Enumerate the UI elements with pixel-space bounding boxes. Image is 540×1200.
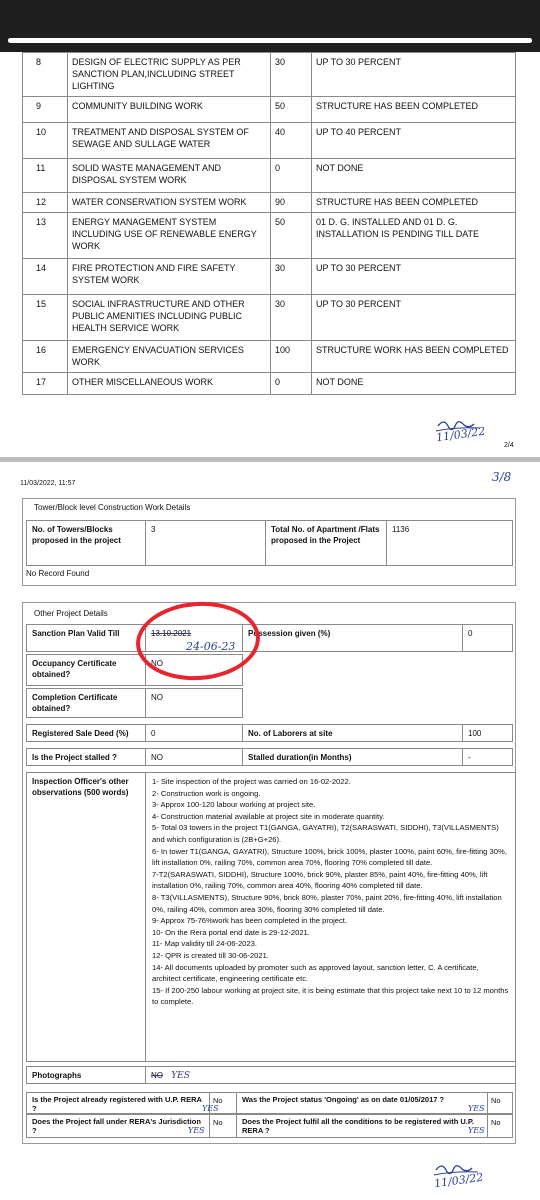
stalled-duration-value: - bbox=[462, 748, 513, 766]
fulfil-value: No bbox=[487, 1114, 513, 1138]
inspection-label: Inspection Officer's other observations (500 words) bbox=[26, 772, 146, 1062]
observation-item: 15- If 200-250 labour working at project site, it is being estimate that this project take next 10 to 12 months to complete. bbox=[152, 985, 509, 1007]
work-status: UP TO 30 PERCENT bbox=[312, 53, 516, 97]
row-number: 11 bbox=[23, 159, 68, 193]
sanction-value: 13.10.2021 bbox=[151, 629, 192, 638]
ongoing-label: Was the Project status 'Ongoing' as on date 01/05/2017 ? bbox=[236, 1092, 488, 1114]
work-status: UP TO 30 PERCENT bbox=[312, 259, 516, 295]
row-number: 10 bbox=[23, 123, 68, 159]
work-percent: 40 bbox=[271, 123, 312, 159]
work-item: COMMUNITY BUILDING WORK bbox=[68, 97, 271, 123]
observation-item: 4- Construction material available at project site in moderate quantity. bbox=[152, 811, 385, 821]
work-item: SOLID WASTE MANAGEMENT AND DISPOSAL SYSTEM WORK bbox=[68, 159, 271, 193]
laborers-value: 100 bbox=[462, 724, 513, 742]
observation-item: 1- Site inspection of the project was carried on 16-02-2022. bbox=[152, 777, 351, 786]
occupancy-label: Occupancy Certificate obtained? bbox=[26, 654, 146, 686]
observation-item: 5- Total 03 towers in the project T1(GANGA, GAYATRI), T2(SARASWATI, SIDDHI), T3(VILLASMENTS) and which configuration is (2B+G+26). bbox=[152, 823, 499, 844]
observation-item: 7-T2(SARASWATI, SIDDHI), Structure 100%, brick 90%, plaster 85%, paint 40%, fire-fitting 40%, lift installation 0%, railing 70%, common area 40%, flooring 40% completed till date. bbox=[152, 869, 488, 891]
flats-label: Total No. of Apartment /Flats proposed in the Project bbox=[265, 520, 387, 566]
occupancy-value: NO bbox=[145, 654, 243, 686]
table-row bbox=[23, 373, 516, 395]
work-status: NOT DONE bbox=[312, 159, 516, 193]
fulfil-handwritten: YES bbox=[468, 1126, 485, 1135]
observation-item: 10- On the Rera portal end date is 29-12-2021. bbox=[152, 927, 310, 937]
completion-value: NO bbox=[145, 688, 243, 718]
jurisdiction-value: No bbox=[209, 1114, 237, 1138]
photographs-value: NO bbox=[151, 1071, 163, 1080]
table-row bbox=[23, 341, 516, 373]
work-item: OTHER MISCELLANEOUS WORK bbox=[68, 373, 271, 395]
work-item: ENERGY MANAGEMENT SYSTEM INCLUDING USE OF RENEWABLE ENERGY WORK bbox=[68, 213, 271, 259]
row-number: 8 bbox=[23, 53, 68, 97]
stalled-value: NO bbox=[145, 748, 243, 766]
row-number: 14 bbox=[23, 259, 68, 295]
sale-deed-label: Registered Sale Deed (%) bbox=[26, 724, 146, 742]
work-item: DESIGN OF ELECTRIC SUPPLY AS PER SANCTION PLAN,INCLUDING STREET LIGHTING bbox=[68, 53, 271, 97]
fulfil-label: Does the Project fulfil all the conditions to be registered with U.P. RERA ? bbox=[236, 1114, 488, 1138]
work-status: STRUCTURE HAS BEEN COMPLETED bbox=[312, 193, 516, 213]
table-row bbox=[23, 213, 516, 259]
observation-item: 8- T3(VILLASMENTS), Structure 90%, brick 80%, plaster 70%, paint 20%, fire-fitting 40%, lift installation 0%, railing 40%, common area 30%, flooring 30% completed till date. bbox=[152, 892, 502, 914]
work-percent: 30 bbox=[271, 259, 312, 295]
observation-item: 12- QPR is created till 30-06-2021. bbox=[152, 950, 269, 960]
work-item: EMERGENCY ENVACUATION SERVICES WORK bbox=[68, 341, 271, 373]
scroll-progress-bar[interactable] bbox=[8, 38, 532, 43]
table-row bbox=[23, 123, 516, 159]
row-number: 9 bbox=[23, 97, 68, 123]
work-percent: 50 bbox=[271, 97, 312, 123]
handwritten-date: 11/03/22 bbox=[435, 424, 487, 445]
work-item: FIRE PROTECTION AND FIRE SAFETY SYSTEM WORK bbox=[68, 259, 271, 295]
work-percent: 50 bbox=[271, 213, 312, 259]
work-percent: 0 bbox=[271, 159, 312, 193]
photographs-handwritten: YES bbox=[171, 1071, 190, 1081]
work-percent: 100 bbox=[271, 341, 312, 373]
possession-label: Possession given (%) bbox=[242, 624, 463, 652]
observation-item: 11- Map validity till 24-06-2023. bbox=[152, 939, 257, 949]
jurisdiction-handwritten: YES bbox=[188, 1126, 205, 1135]
possession-value: 0 bbox=[462, 624, 513, 652]
sanction-handwritten: 24-06-23 bbox=[186, 640, 236, 653]
scroll-progress-fill bbox=[8, 38, 532, 43]
viewer-top-bar bbox=[0, 0, 540, 52]
work-status: UP TO 30 PERCENT bbox=[312, 295, 516, 341]
page-number: 2/4 bbox=[504, 442, 514, 449]
observations-list bbox=[145, 772, 516, 1062]
sanction-label: Sanction Plan Valid Till bbox=[26, 624, 146, 652]
work-item: SOCIAL INFRASTRUCTURE AND OTHER PUBLIC AMENITIES INCLUDING PUBLIC HEALTH SERVICE WORK bbox=[68, 295, 271, 341]
work-item: TREATMENT AND DISPOSAL SYSTEM OF SEWAGE AND SULLAGE WATER bbox=[68, 123, 271, 159]
work-status: 01 D. G. INSTALLED AND 01 D. G. INSTALLATION IS PENDING TILL DATE bbox=[312, 213, 516, 259]
observation-item: 2- Construction work is ongoing. bbox=[152, 788, 261, 798]
work-status: NOT DONE bbox=[312, 373, 516, 395]
observation-item: 3- Approx 100-120 labour working at project site. bbox=[152, 800, 316, 810]
table-row bbox=[23, 159, 516, 193]
observation-item: 14- All documents uploaded by promoter such as approved layout, sanction letter, C. A certificate, architect certificate, engineering certificate etc. bbox=[152, 962, 479, 984]
towers-value: 3 bbox=[145, 520, 266, 566]
registered-handwritten: YES bbox=[202, 1104, 219, 1113]
photographs-cell bbox=[145, 1066, 516, 1084]
ongoing-handwritten: YES bbox=[468, 1104, 485, 1113]
registered-value: No bbox=[209, 1092, 237, 1114]
work-percent: 30 bbox=[271, 295, 312, 341]
handwritten-date-bottom: 11/03/22 bbox=[433, 1170, 485, 1191]
work-details-table bbox=[22, 52, 516, 395]
table-row bbox=[23, 53, 516, 97]
work-status: STRUCTURE WORK HAS BEEN COMPLETED bbox=[312, 341, 516, 373]
laborers-label: No. of Laborers at site bbox=[242, 724, 463, 742]
handwritten-page-number: 3/8 bbox=[492, 470, 512, 484]
ongoing-value: No bbox=[487, 1092, 513, 1114]
stalled-label: Is the Project stalled ? bbox=[26, 748, 146, 766]
other-details-title: Other Project Details bbox=[34, 609, 108, 618]
table-row bbox=[23, 97, 516, 123]
table-row bbox=[23, 295, 516, 341]
work-percent: 90 bbox=[271, 193, 312, 213]
row-number: 15 bbox=[23, 295, 68, 341]
sale-deed-value: 0 bbox=[145, 724, 243, 742]
observation-item: 6- In tower T1(GANGA, GAYATRI), Structure 100%, brick 100%, plaster 100%, paint 60%, fire-fitting 30%, lift installation 0%, railing 70%, common area 70%, flooring 70% completed till date. bbox=[152, 846, 507, 868]
print-timestamp: 11/03/2022, 11:57 bbox=[20, 480, 76, 487]
table-row bbox=[23, 193, 516, 213]
row-number: 12 bbox=[23, 193, 68, 213]
towers-label: No. of Towers/Blocks proposed in the project bbox=[26, 520, 146, 566]
tower-section-title: Tower/Block level Construction Work Details bbox=[34, 503, 191, 512]
row-number: 16 bbox=[23, 341, 68, 373]
photographs-label: Photographs bbox=[26, 1066, 146, 1084]
work-percent: 30 bbox=[271, 53, 312, 97]
work-item: WATER CONSERVATION SYSTEM WORK bbox=[68, 193, 271, 213]
work-status: UP TO 40 PERCENT bbox=[312, 123, 516, 159]
work-percent: 0 bbox=[271, 373, 312, 395]
table-row bbox=[23, 259, 516, 295]
observation-item: 9- Approx 75-76%work has been completed in the project. bbox=[152, 916, 348, 926]
no-record-text: No Record Found bbox=[26, 569, 90, 578]
stalled-duration-label: Stalled duration(in Months) bbox=[242, 748, 463, 766]
document-page-2 bbox=[0, 52, 540, 460]
row-number: 13 bbox=[23, 213, 68, 259]
registered-label: Is the Project already registered with U.P. RERA ? bbox=[26, 1092, 210, 1114]
row-number: 17 bbox=[23, 373, 68, 395]
completion-label: Completion Certificate obtained? bbox=[26, 688, 146, 718]
flats-value: 1136 bbox=[386, 520, 513, 566]
jurisdiction-label: Does the Project fall under RERA's Jurisdiction ? bbox=[26, 1114, 210, 1138]
work-status: STRUCTURE HAS BEEN COMPLETED bbox=[312, 97, 516, 123]
